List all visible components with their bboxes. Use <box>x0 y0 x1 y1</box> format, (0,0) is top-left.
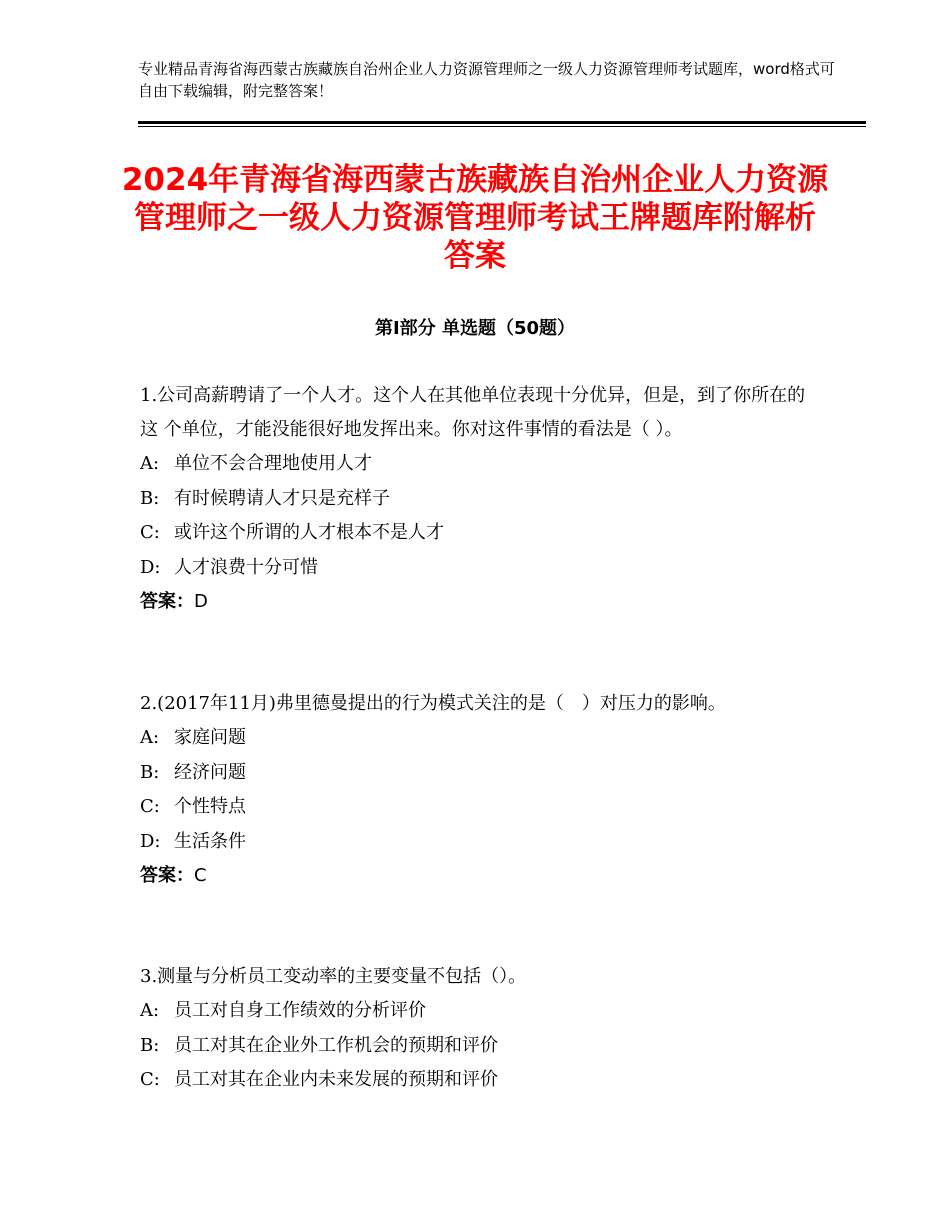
option-letter: C: <box>140 1069 160 1090</box>
answer-value: C <box>194 865 207 886</box>
option-b <box>140 756 810 791</box>
document-title: 2024年青海省海西蒙古族藏族自治州企业人力资源管理师之一级人力资源管理师考试王牌题库附解析答案 <box>121 162 829 274</box>
option-letter: D: <box>140 556 161 578</box>
question-3 <box>140 960 810 1098</box>
header-note: 专业精品青海省海西蒙古族藏族自治州企业人力资源管理师之一级人力资源管理师考试题库，word格式可自由下载编辑，附完整答案！ <box>138 60 835 100</box>
answer-value: D <box>194 591 208 612</box>
option-letter: B: <box>140 487 160 509</box>
option-text: 单位不会合理地使用人才 <box>174 453 372 474</box>
option-a <box>140 721 810 756</box>
option-c <box>140 790 810 825</box>
option-letter: A: <box>140 453 160 474</box>
question-stem: 1.公司高薪聘请了一个人才。这个人在其他单位表现十分优异，但是，到了你所在的这 个单位，才能没能很好地发挥出来。你对这件事情的看法是（ ）。 <box>140 385 806 440</box>
option-text: 有时候聘请人才只是充样子 <box>174 487 390 509</box>
option-letter: A: <box>140 727 160 748</box>
option-d <box>140 825 810 860</box>
header-divider-thick <box>138 121 866 124</box>
option-c <box>140 1063 810 1098</box>
option-b <box>140 1029 810 1064</box>
option-text: 经济问题 <box>174 761 246 783</box>
option-b <box>140 482 810 517</box>
option-text: 人才浪费十分可惜 <box>174 556 318 578</box>
answer-line <box>140 859 810 893</box>
question-stem: 2.(2017年11月)弗里德曼提出的行为模式关注的是（ ）对压力的影响。 <box>140 693 726 714</box>
answer-line <box>140 585 810 619</box>
option-letter: B: <box>140 761 160 783</box>
option-text: 员工对自身工作绩效的分析评价 <box>174 1000 426 1021</box>
option-letter: B: <box>140 1034 160 1056</box>
option-text: 或许这个所谓的人才根本不是人才 <box>174 522 444 543</box>
answer-label: 答案： <box>140 865 194 886</box>
option-letter: D: <box>140 830 161 852</box>
option-text: 生活条件 <box>174 830 246 852</box>
option-letter: A: <box>140 1000 160 1021</box>
option-c <box>140 516 810 551</box>
header-divider-thin <box>138 126 866 127</box>
section-title: 第Ⅰ部分 单选题（50题） <box>374 318 575 339</box>
option-text: 家庭问题 <box>174 727 246 748</box>
option-letter: C: <box>140 522 160 543</box>
question-2 <box>140 687 810 893</box>
option-text: 个性特点 <box>174 796 246 817</box>
option-a <box>140 994 810 1029</box>
option-letter: C: <box>140 796 160 817</box>
option-text: 员工对其在企业外工作机会的预期和评价 <box>174 1034 498 1056</box>
option-d <box>140 551 810 586</box>
option-a <box>140 447 810 482</box>
answer-label: 答案： <box>140 591 194 612</box>
option-text: 员工对其在企业内未来发展的预期和评价 <box>174 1069 498 1090</box>
question-1 <box>140 379 810 619</box>
question-stem: 3.测量与分析员工变动率的主要变量不包括（）。 <box>140 966 527 987</box>
